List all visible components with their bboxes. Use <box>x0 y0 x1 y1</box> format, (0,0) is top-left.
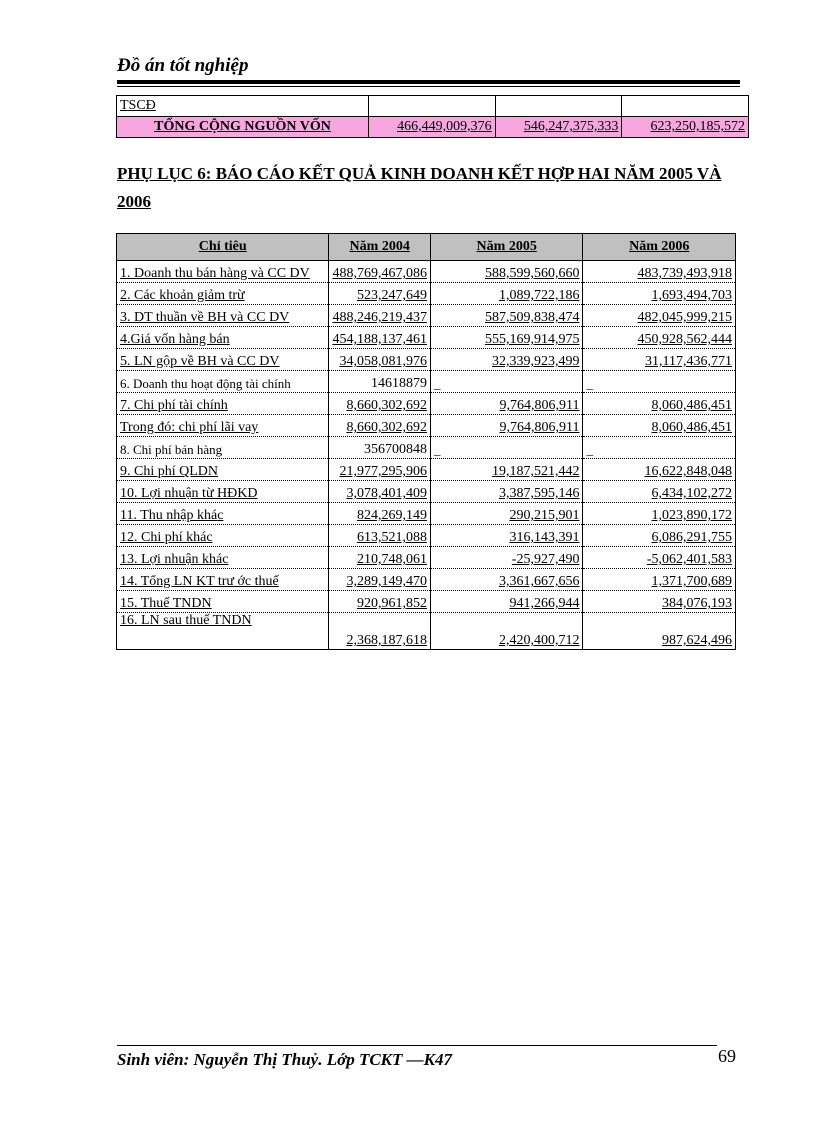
cell-value: 587,509,838,474 <box>430 305 583 327</box>
cell-value <box>369 96 496 117</box>
cell-value <box>495 96 622 117</box>
cell-value: 9,764,806,911 <box>430 415 583 437</box>
footer-rule <box>117 1045 717 1046</box>
cell-value: 8,660,302,692 <box>329 393 431 415</box>
cell-value: 523,247,649 <box>329 283 431 305</box>
cell-value: 623,250,185,572 <box>622 117 749 138</box>
table-row <box>117 569 736 591</box>
cell-value: 3,289,149,470 <box>329 569 431 591</box>
table-header-row <box>117 234 736 261</box>
row-label: 6. Doanh thu hoạt động tài chính <box>117 371 329 393</box>
cell-value: 16,622,848,048 <box>583 459 736 481</box>
row-label: TSCĐ <box>117 96 369 117</box>
table-row <box>117 393 736 415</box>
header-rule-thick <box>117 80 740 84</box>
cell-value: 19,187,521,442 <box>430 459 583 481</box>
cell-value: 454,188,137,461 <box>329 327 431 349</box>
table-row <box>117 525 736 547</box>
cell-value: 8,060,486,451 <box>583 415 736 437</box>
table-row <box>117 613 736 650</box>
cell-value: 482,045,999,215 <box>583 305 736 327</box>
cell-value: 920,961,852 <box>329 591 431 613</box>
cell-value: 488,769,467,086 <box>329 261 431 283</box>
cell-value: 2,420,400,712 <box>430 613 583 650</box>
table-row <box>117 96 749 117</box>
cell-value: 6,434,102,272 <box>583 481 736 503</box>
cell-value: 941,266,944 <box>430 591 583 613</box>
table-row <box>117 349 736 371</box>
cell-value: 356700848 <box>329 437 431 459</box>
document-header-title: Đồ án tốt nghiệp <box>117 55 249 76</box>
header-rule-thin <box>117 86 740 87</box>
column-header-2004: Năm 2004 <box>329 234 431 261</box>
cell-value: 31,117,436,771 <box>583 349 736 371</box>
row-label: 12. Chi phí khác <box>117 525 329 547</box>
cell-value <box>622 96 749 117</box>
row-label: 3. DT thuần về BH và CC DV <box>117 305 329 327</box>
row-label: 2. Các khoản giảm trừ <box>117 283 329 305</box>
row-label: 14. Tổng LN KT trư ớc thuế <box>117 569 329 591</box>
cell-value: -5,062,401,583 <box>583 547 736 569</box>
table-row-total <box>117 117 749 138</box>
column-header-indicator: Chỉ tiêu <box>117 234 329 261</box>
income-statement-table <box>116 233 736 650</box>
cell-value: 3,387,595,146 <box>430 481 583 503</box>
table-row <box>117 459 736 481</box>
cell-value: 32,339,923,499 <box>430 349 583 371</box>
cell-value: 987,624,496 <box>583 613 736 650</box>
row-label: Trong đó: chi phí lãi vay <box>117 415 329 437</box>
cell-value: 34,058,081,976 <box>329 349 431 371</box>
row-label: TỔNG CỘNG NGUỒN VỐN <box>117 117 369 138</box>
cell-value: 384,076,193 <box>583 591 736 613</box>
row-label: 10. Lợi nhuận từ HĐKD <box>117 481 329 503</box>
row-label: 8. Chi phí bán hàng <box>117 437 329 459</box>
row-label: 9. Chi phí QLDN <box>117 459 329 481</box>
cell-value: -25,927,490 <box>430 547 583 569</box>
balance-sheet-continuation-table <box>116 95 749 138</box>
cell-value: 824,269,149 <box>329 503 431 525</box>
cell-value: _ <box>430 371 583 393</box>
cell-value: 1,089,722,186 <box>430 283 583 305</box>
cell-value: 290,215,901 <box>430 503 583 525</box>
row-label: 5. LN gộp về BH và CC DV <box>117 349 329 371</box>
cell-value: _ <box>583 371 736 393</box>
cell-value: _ <box>430 437 583 459</box>
row-label: 1. Doanh thu bán hàng và CC DV <box>117 261 329 283</box>
cell-value: 588,599,560,660 <box>430 261 583 283</box>
table-row <box>117 591 736 613</box>
row-label: 13. Lợi nhuận khác <box>117 547 329 569</box>
cell-value: 9,764,806,911 <box>430 393 583 415</box>
cell-value: 1,371,700,689 <box>583 569 736 591</box>
cell-value: _ <box>583 437 736 459</box>
cell-value: 555,169,914,975 <box>430 327 583 349</box>
cell-value: 6,086,291,755 <box>583 525 736 547</box>
cell-value: 8,060,486,451 <box>583 393 736 415</box>
table-row <box>117 371 736 393</box>
cell-value: 21,977,295,906 <box>329 459 431 481</box>
table-row <box>117 547 736 569</box>
table-row <box>117 305 736 327</box>
cell-value: 1,023,890,172 <box>583 503 736 525</box>
cell-value: 483,739,493,918 <box>583 261 736 283</box>
cell-value: 8,660,302,692 <box>329 415 431 437</box>
cell-value: 450,928,562,444 <box>583 327 736 349</box>
page-number: 69 <box>718 1046 736 1066</box>
table-row <box>117 261 736 283</box>
footer-author-info: Sinh viên: Nguyễn Thị Thuỷ. Lớp TCKT —K47 <box>117 1050 452 1069</box>
table-row <box>117 503 736 525</box>
cell-value: 613,521,088 <box>329 525 431 547</box>
cell-value: 316,143,391 <box>430 525 583 547</box>
section-title: PHỤ LỤC 6: BÁO CÁO KẾT QUẢ KINH DOANH KẾT HỢP HAI NĂM 2005 VÀ 2006 <box>117 164 722 211</box>
cell-value: 546,247,375,333 <box>495 117 622 138</box>
row-label: 7. Chi phí tài chính <box>117 393 329 415</box>
row-label: 16. LN sau thuế TNDN <box>117 613 329 650</box>
column-header-2005: Năm 2005 <box>430 234 583 261</box>
cell-value: 488,246,219,437 <box>329 305 431 327</box>
table-row <box>117 415 736 437</box>
table-row <box>117 437 736 459</box>
table-row <box>117 481 736 503</box>
cell-value: 466,449,009,376 <box>369 117 496 138</box>
table-row <box>117 283 736 305</box>
row-label: 11. Thu nhập khác <box>117 503 329 525</box>
row-label: 4.Giá vốn hàng bán <box>117 327 329 349</box>
cell-value: 1,693,494,703 <box>583 283 736 305</box>
cell-value: 3,078,401,409 <box>329 481 431 503</box>
cell-value: 3,361,667,656 <box>430 569 583 591</box>
table-row <box>117 327 736 349</box>
cell-value: 14618879 <box>329 371 431 393</box>
column-header-2006: Năm 2006 <box>583 234 736 261</box>
cell-value: 2,368,187,618 <box>329 613 431 650</box>
row-label: 15. Thuế TNDN <box>117 591 329 613</box>
cell-value: 210,748,061 <box>329 547 431 569</box>
